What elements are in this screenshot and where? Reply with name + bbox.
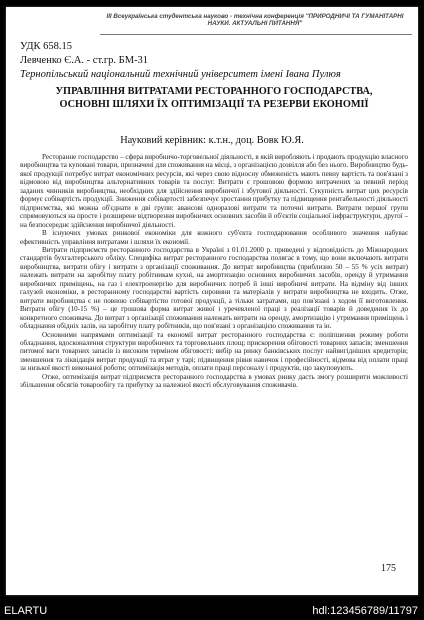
body-text [20,153,408,390]
udk-code: УДК 658.15 [20,41,73,52]
paragraph: Отже, оптимізація витрат підприємств ресторанного господарства в умовах ринку дасть змогу розширити можливості збільшення обсягів товарообігу та прибутку за належної якості обслуговування споживачів. [20,372,408,390]
author-line: Левченко Є.А. - ст.гр. БМ-31 [20,55,149,66]
paragraph: В існуючих умовах ринкової економіки для кожного суб'єкта господарювання особливого значення набуває ефективність управління витратами і шляхи їх економії. [20,229,408,246]
page-number: 175 [381,563,396,574]
paragraph: Витрати підприємств ресторанного господарства в Україні з 01.01.2000 р. приведені у відповідність до Міжнародних стандартів бухгалтерського обліку. Специфіка витрат ресторанного господарства полягає в тому, що вони включають витрати виробництва, витрати обігу і витрати з організації споживання. До витрат виробництва (приблизно 50 – 55 % усіх витрат) належать витрати на заробітну плату робітникам кухні, на амортизацію основних виробничих засобів, оренду й утримання виробничих приміщень, на газ і електроенергію для виробничих потреб й інші виробничі витрати. На відміну від інших галузей економіки, в ресторанному господарстві вартість сировини та матеріалів у витрати виробництва не входить. Отже, витрати виробництва є не повною собівартістю готової продукції, а тільки затратами, що пов'язані з ходом її виготовлення. Витрати обігу (10-15 %) – це грошова форма витрат живої і уречевленої праці з реалізації товарів й доведення їх до конкретного споживача. До витрат з організації споживання належать витрати на оренду, амортизацію і утримання приміщень і обладнання обідніх залів, на заробітну плату робітників, що пов'язані з організацією споживання та ін. [20,245,408,331]
conference-header: ІІІ Всеукраїнська студентська науково - технічна конференція "ПРИРОДНИЧІ ТА ГУМАНІТАРНІ НАУКИ. АКТУАЛЬНІ ПИТАННЯ" [106,13,404,27]
supervisor-line: Науковий керівник: к.т.н., доц. Вовк Ю.Я. [120,135,304,146]
affiliation: Тернопільський національний технічний університет імені Івана Пулюя [20,69,341,80]
document-page [6,7,418,595]
paragraph: Ресторанне господарство – сфера виробничо-торговельної діяльності, в якій виробляють і продають продукцію власного виробництва та куповані товари, призначені для споживання на місці, з організацією дозвілля або без нього. Виробництво будь-якої продукції потребує витрат економічних ресурсів, які через свою відносну обмеженість мають певну вартість та пов'язані з відмовою від виробництва альтернативних товарів та послуг. Витрати є грошовою формою витрачених за певний період заданих чинників виробництва, необхідних для здійснення виробничої і збутової діяльності. Сукупність витрат цих ресурсів формує собівартість продукції. Зниження собівартості забезпечує зростання прибутку та підвищення рентабельності діяльності підприємства, які можна об'єднати в дві групи: авансові одноразові витрати та поточні витрати. Витрати першої групи спрямовуються на просте і розширене відтворення виробничих основних засобів й об'єктів соціальної інфраструктури, другої – на безпосереднє здійснення виробничої діяльності. [20,153,408,229]
repository-name: ELARTU [4,605,48,617]
handle-identifier: hdl:123456789/11797 [312,605,418,617]
paragraph: Основними напрямами оптимізації та економії витрат ресторанного господарства є: поліпшення режиму роботи обладнання, вдосконалення структури виробничих та торговельних площ; прискорення обіговості товарних запасів; зменшення питомої ваги товарних запасів із високим терміном обіговості; вибір на ринку банківських послуг найвигідніших кредиторів; зменшення та ліквідація витрат продукції та втрат у тарі; підвищення рівня навичок і професійності, відмова від оплати праці за низької якості виконаної роботи; оптимізація методів, оплати праці персоналу і продуктів, що закуповують. [20,330,408,373]
header-divider [100,34,412,35]
paper-title: УПРАВЛІННЯ ВИТРАТАМИ РЕСТОРАННОГО ГОСПОДАРСТВА, ОСНОВНІ ШЛЯХИ ЇХ ОПТИМІЗАЦІЇ ТА РЕЗЕРВИ ЕКОНОМІЇ [55,86,373,110]
